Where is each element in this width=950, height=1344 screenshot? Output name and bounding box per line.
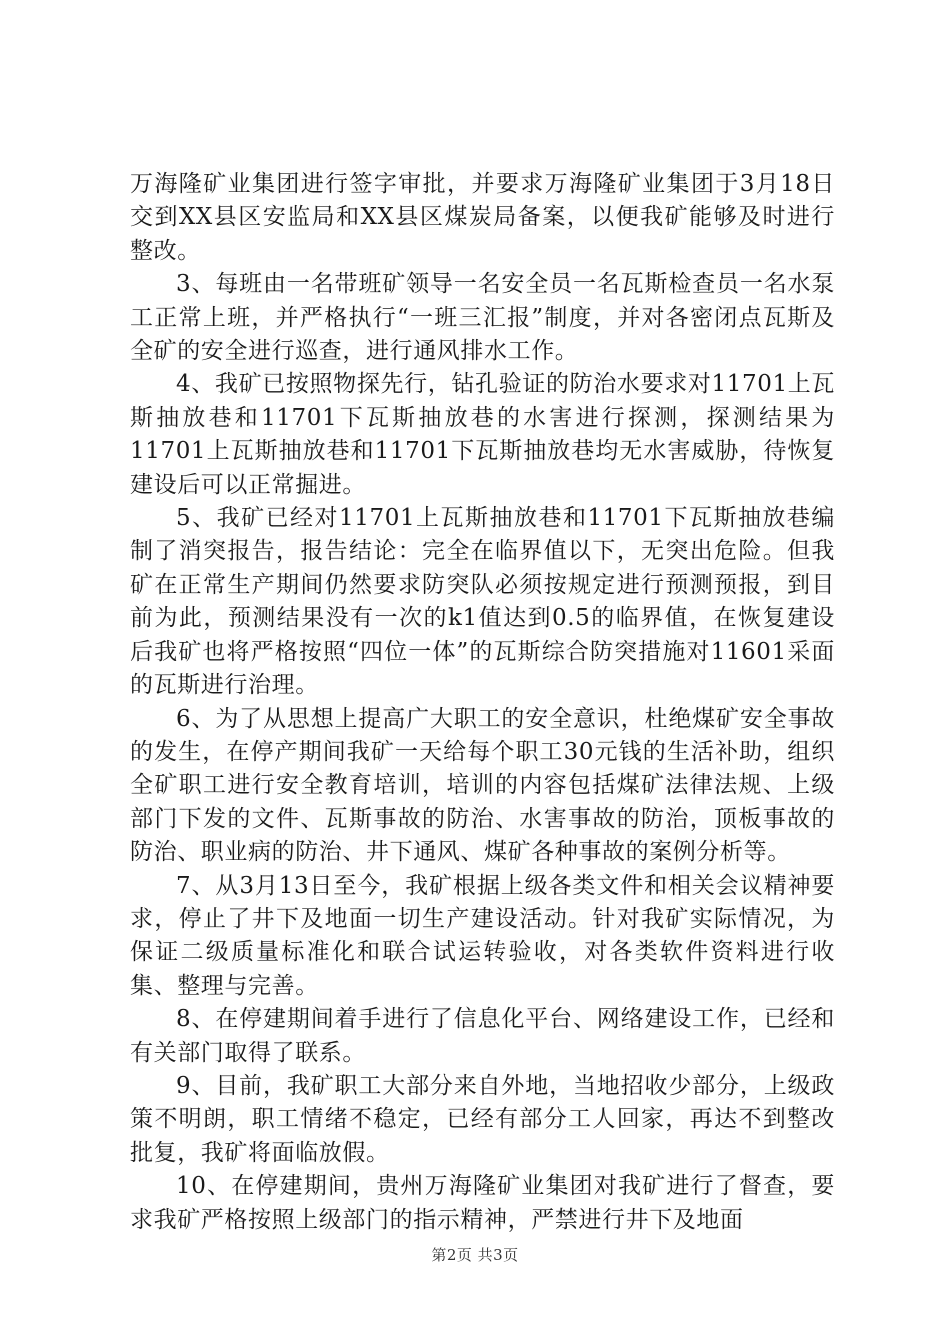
paragraph-item-8: 8、在停建期间着手进行了信息化平台、网络建设工作，已经和有关部门取得了联系。	[130, 1006, 835, 1066]
page-number-label: 第2页 共3页	[431, 1246, 519, 1264]
paragraph-item-6: 6、为了从思想上提高广大职工的安全意识，杜绝煤矿安全事故的发生，在停产期间我矿一天给每个职工30元钱的生活补助，组织全矿职工进行安全教育培训，培训的内容包括煤矿法律法规、上级部门下发的文件、瓦斯事故的防治、水害事故的防治，顶板事故的防治、职业病的防治、井下通风、煤矿各种事故的案例分析等。	[130, 705, 835, 866]
paragraph-item-3: 3、每班由一名带班矿领导一名安全员一名瓦斯检查员一名水泵工正常上班，并严格执行“一班三汇报”制度，并对各密闭点瓦斯及全矿的安全进行巡查，进行通风排水工作。	[130, 271, 835, 365]
paragraph-item-5: 5、我矿已经对11701上瓦斯抽放巷和11701下瓦斯抽放巷编制了消突报告，报告结论：完全在临界值以下，无突出危险。但我矿在正常生产期间仍然要求防突队必须按规定进行预测预报，到目前为此，预测结果没有一次的k1值达到0.5的临界值，在恢复建设后我矿也将严格按照“四位一体”的瓦斯综合防突措施对11601采面的瓦斯进行治理。	[130, 505, 835, 699]
page-footer	[0, 1244, 950, 1265]
paragraph-item-10: 10、在停建期间，贵州万海隆矿业集团对我矿进行了督查，要求我矿严格按照上级部门的指示精神，严禁进行井下及地面	[130, 1173, 835, 1233]
paragraph-item-7: 7、从3月13日至今，我矿根据上级各类文件和相关会议精神要求，停止了井下及地面一切生产建设活动。针对我矿实际情况，为保证二级质量标准化和联合试运转验收，对各类软件资料进行收集、整理与完善。	[130, 872, 835, 999]
body-text	[130, 168, 835, 1237]
paragraph-item-9: 9、目前，我矿职工大部分来自外地，当地招收少部分，上级政策不明朗，职工情绪不稳定，已经有部分工人回家，再达不到整改批复，我矿将面临放假。	[130, 1072, 835, 1166]
paragraph-item-4: 4、我矿已按照物探先行，钻孔验证的防治水要求对11701上瓦斯抽放巷和11701下瓦斯抽放巷的水害进行探测，探测结果为11701上瓦斯抽放巷和11701下瓦斯抽放巷均无水害威胁，待恢复建设后可以正常掘进。	[130, 371, 835, 498]
paragraph-continuation: 万海隆矿业集团进行签字审批，并要求万海隆矿业集团于3月18日交到XX县区安监局和XX县区煤炭局备案，以便我矿能够及时进行整改。	[130, 171, 835, 264]
